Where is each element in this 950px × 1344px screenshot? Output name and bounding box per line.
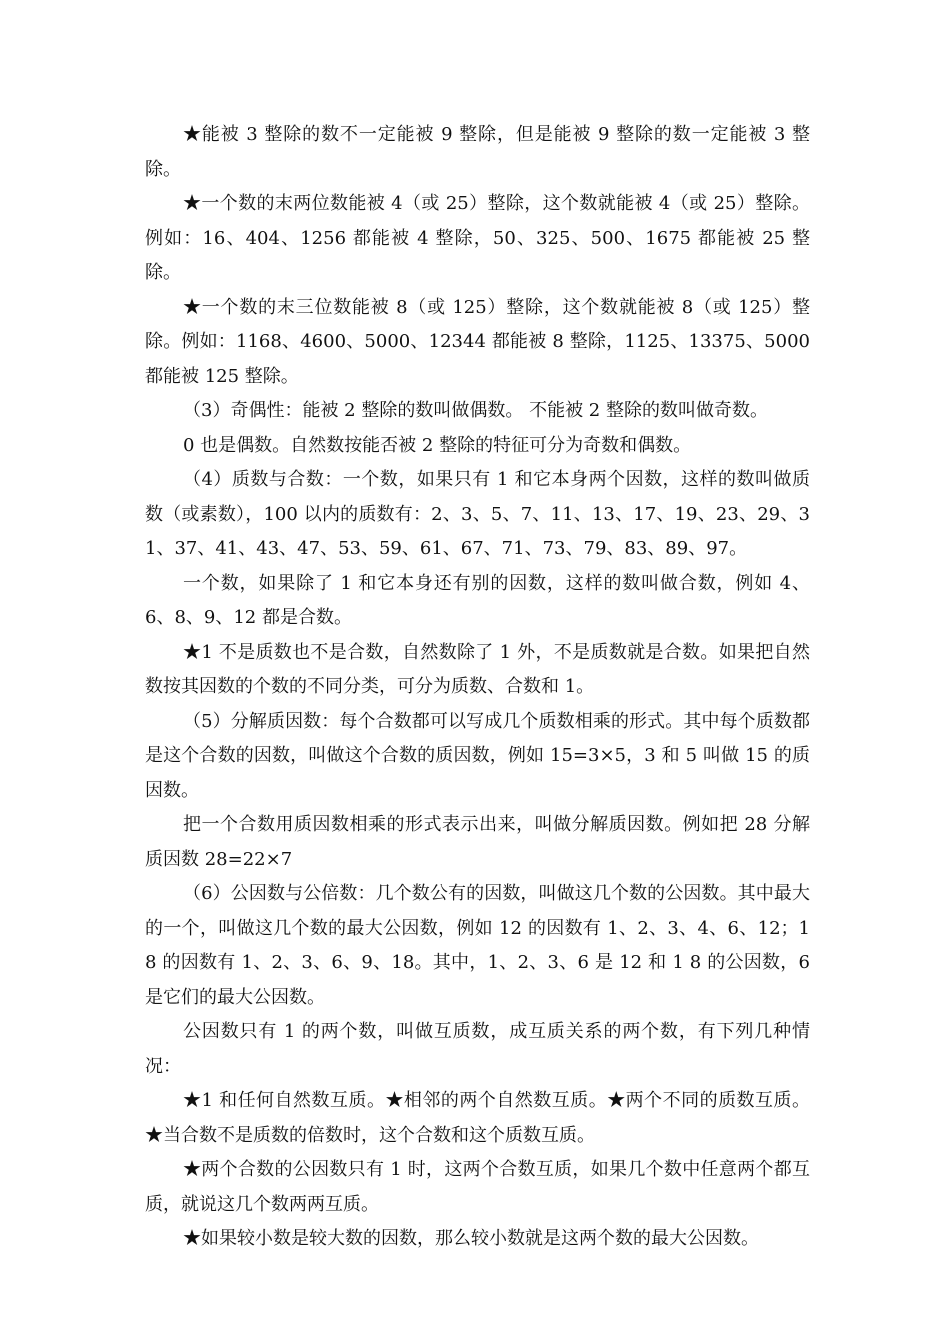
paragraph-factorization-example: 把一个合数用质因数相乘的形式表示出来，叫做分解质因数。例如把 28 分解质因数 28=22×7: [145, 814, 810, 870]
paragraph-one-neither: ★1 不是质数也不是合数，自然数除了 1 外，不是质数就是合数。如果把自然数按其因数的个数的不同分类，可分为质数、合数和 1。: [145, 641, 810, 697]
paragraph-coprime-cases: ★1 和任何自然数互质。★相邻的两个自然数互质。★两个不同的质数互质。★当合数不是质数的倍数时，这个合数和这个质数互质。: [145, 1090, 810, 1146]
document-body: [145, 118, 810, 1257]
paragraph-prime-factorization: （5）分解质因数：每个合数都可以写成几个质数相乘的形式。其中每个质数都是这个合数的因数，叫做这个合数的质因数，例如 15=3×5，3 和 5 叫做 15 的质因数。: [145, 710, 810, 801]
paragraph-divisibility-by-9: ★能被 3 整除的数不一定能被 9 整除，但是能被 9 整除的数一定能被 3 整除。: [145, 124, 810, 180]
paragraph-zero-is-even: 0 也是偶数。自然数按能否被 2 整除的特征可分为奇数和偶数。: [183, 434, 692, 456]
paragraph-divisibility-by-4-25: ★一个数的末两位数能被 4（或 25）整除，这个数就能被 4（或 25）整除。例如：16、404、1256 都能被 4 整除，50、325、500、1675 都能被 25 整除。: [145, 193, 810, 283]
paragraph-smaller-is-factor: ★如果较小数是较大数的因数，那么较小数就是这两个数的最大公因数。: [183, 1228, 759, 1249]
paragraph-coprime-definition: 公因数只有 1 的两个数，叫做互质数，成互质关系的两个数，有下列几种情况：: [145, 1021, 810, 1077]
paragraph-common-factors: （6）公因数与公倍数：几个数公有的因数，叫做这几个数的公因数。其中最大的一个，叫做这几个数的最大公因数，例如 12 的因数有 1、2、3、4、6、12；18 的因数有 1、2、3、6、9、18。其中，1、2、3、6 是 12 和 1 8 的公因数，6 是它们的最大公因数。: [145, 883, 810, 1008]
paragraph-parity-definition: （3）奇偶性：能被 2 整除的数叫做偶数。 不能被 2 整除的数叫做奇数。: [183, 400, 768, 421]
paragraph-divisibility-by-8-125: ★一个数的末三位数能被 8（或 125）整除，这个数就能被 8（或 125）整除。例如：1168、4600、5000、12344 都能被 8 整除，1125、13375、5000 都能被 125 整除。: [145, 296, 810, 387]
paragraph-composite-definition: 一个数，如果除了 1 和它本身还有别的因数，这样的数叫做合数，例如 4、6、8、9、12 都是合数。: [145, 572, 810, 628]
paragraph-pairwise-coprime: ★两个合数的公因数只有 1 时，这两个合数互质，如果几个数中任意两个都互质，就说这几个数两两互质。: [145, 1159, 810, 1215]
paragraph-prime-definition: （4）质数与合数：一个数，如果只有 1 和它本身两个因数，这样的数叫做质数（或素数），100 以内的质数有：2、3、5、7、11、13、17、19、23、29、31、37、41、43、47、53、59、61、67、71、73、79、83、89、97。: [145, 469, 810, 559]
